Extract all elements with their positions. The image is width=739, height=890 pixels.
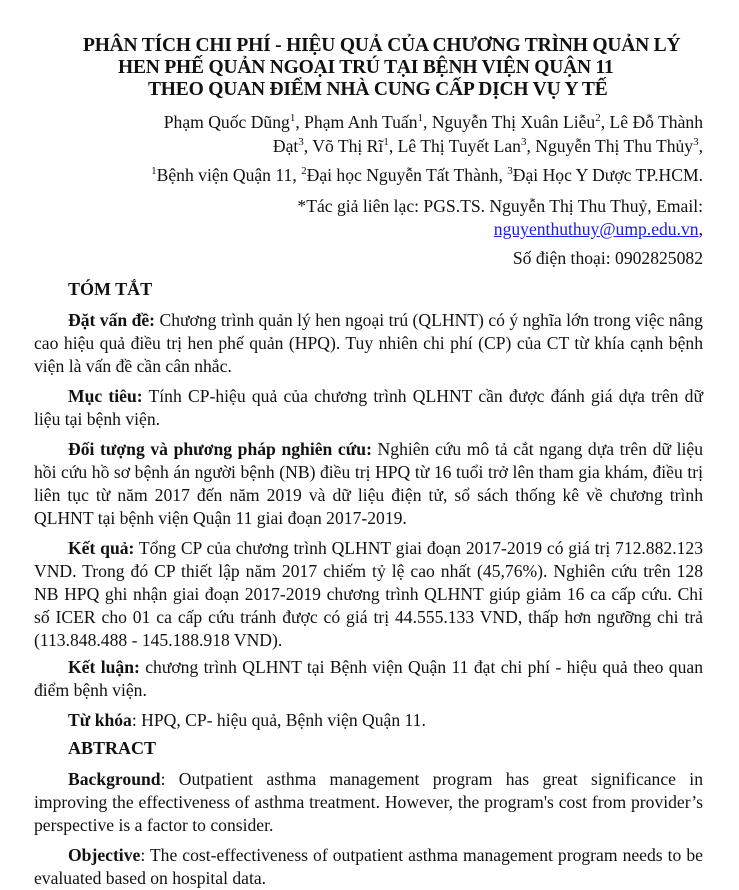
paragraph-label: Kết luận: xyxy=(68,657,140,677)
author: Phạm Quốc Dũng$^1$, xyxy=(163,112,305,132)
paragraph-label: Đối tượng và phương pháp nghiên cứu: xyxy=(68,439,372,459)
author: Lê Đỗ Thành xyxy=(609,112,703,132)
paragraph-dat-van-de: Đặt vấn đề: Chương trình quản lý hen ngoại trú (QLHNT) có ý nghĩa lớn trong việc nâng cao hiệu quả điều trị hen phế quản (HPQ). Tuy nhiên chi phí (CP) của CT từ khía cạnh bệnh viện là vấn đề cần cân nhắc. xyxy=(34,310,703,376)
title-line-3: THEO QUAN ĐIỂM NHÀ CUNG CẤP DỊCH VỤ Y TẾ xyxy=(148,79,608,100)
author: Nguyễn Thị Thu Thủy$^3$, xyxy=(535,136,703,156)
paragraph-objective: Objective: The cost-effectiveness of outpatient asthma management program needs to be evaluated based on hospital data. xyxy=(34,845,703,888)
paragraph-label: Objective xyxy=(68,845,141,865)
title-line-1: PHÂN TÍCH CHI PHÍ - HIỆU QUẢ CỦA CHƯƠNG TRÌNH QUẢN LÝ xyxy=(83,35,681,56)
corresponding-author: *Tác giả liên lạc: PGS.TS. Nguyễn Thị Thu Thuỷ, Email: xyxy=(297,196,703,216)
author: Lê Thị Tuyết Lan$^3$, xyxy=(397,136,536,156)
author: Nguyễn Thị Xuân Liễu$^2$, xyxy=(431,112,610,132)
affiliation: $^3$Đại Học Y Dược TP.HCM. xyxy=(507,165,703,185)
author: Võ Thị $Rĩ^1$, xyxy=(312,136,398,156)
paragraph-label: Background xyxy=(68,769,161,789)
author: Đạt$^3$, xyxy=(272,136,313,156)
section-heading-abstract: ABTRACT xyxy=(68,738,157,758)
paragraph-label: Từ khóa xyxy=(68,710,132,730)
paragraph-doi-tuong-phuong-phap: Đối tượng và phương pháp nghiên cứu: Nghiên cứu mô tả cắt ngang dựa trên dữ liệu hồi cứu hồ sơ bệnh án người bệnh (NB) điều trị HPQ từ 16 tuổi trở lên tham gia khám, điều trị liên tục từ năm 2017 đến năm 2019 và dữ liệu điện tử, sổ sách thống kê về chương trình QLHNT tại bệnh viện Quận 11 giai đoạn 2017-2019. xyxy=(34,439,704,528)
affiliations xyxy=(151,163,703,187)
paragraph-tu-khoa: Từ khóa: HPQ, CP- hiệu quả, Bệnh viện Quận 11. xyxy=(68,710,426,730)
title-line-2: HEN PHẾ QUẢN NGOẠI TRÚ TẠI BỆNH VIỆN QUẬN 11 xyxy=(118,57,614,78)
affiliation: $^1$Bệnh viện Quận 11, xyxy=(151,165,302,185)
paragraph-background: Background: Outpatient asthma management program has great significance in improving the effectiveness of asthma treatment. However, the program's cost from provider’s perspective is a factor to consider. xyxy=(34,769,703,835)
paragraph-label: Đặt vấn đề: xyxy=(68,310,156,330)
authors-line-2 xyxy=(273,134,703,158)
section-heading-tom-tat: TÓM TẮT xyxy=(68,279,153,299)
paragraph-ket-qua: Kết quả: Tổng CP của chương trình QLHNT giai đoạn 2017-2019 có giá trị 712.882.123 VND. Trong đó CP thiết lập năm 2017 chiếm tỷ lệ cao nhất (45,76%). Nghiên cứu trên 128 NB HPQ ghi nhận giai đoạn 2017-2019 chương trình QLHNT giúp giảm 16 ca cấp cứu. Chỉ số ICER cho 01 ca cấp cứu tránh được có giá trị 44.555.133 VND, thấp hơn ngưỡng chi trả (113.848.488 - 145.188.918 VND). xyxy=(34,538,703,650)
paragraph-ket-luan: Kết luận: chương trình QLHNT tại Bệnh viện Quận 11 đạt chi phí - hiệu quả theo quan điểm bệnh viện. xyxy=(34,657,703,700)
paragraph-muc-tieu: Mục tiêu: Tính CP-hiệu quả của chương trình QLHNT cần được đánh giá dựa trên dữ liệu tại bệnh viện. xyxy=(34,386,703,429)
authors-line-1 xyxy=(164,110,703,134)
email-link[interactable]: nguyenthuthuy@ump.edu.vn xyxy=(493,219,699,239)
paragraph-label: Mục tiêu: xyxy=(68,386,143,406)
affiliation: $^2$Đại học Nguyễn Tất Thành, xyxy=(301,165,508,185)
phone-number: Số điện thoại: 0902825082 xyxy=(512,248,703,268)
paragraph-label: Kết quả: xyxy=(68,538,135,558)
email-line: nguyenthuthuy@ump.edu.vn, xyxy=(493,219,703,239)
author: Phạm Anh Tuấn$^1$, xyxy=(304,112,432,132)
